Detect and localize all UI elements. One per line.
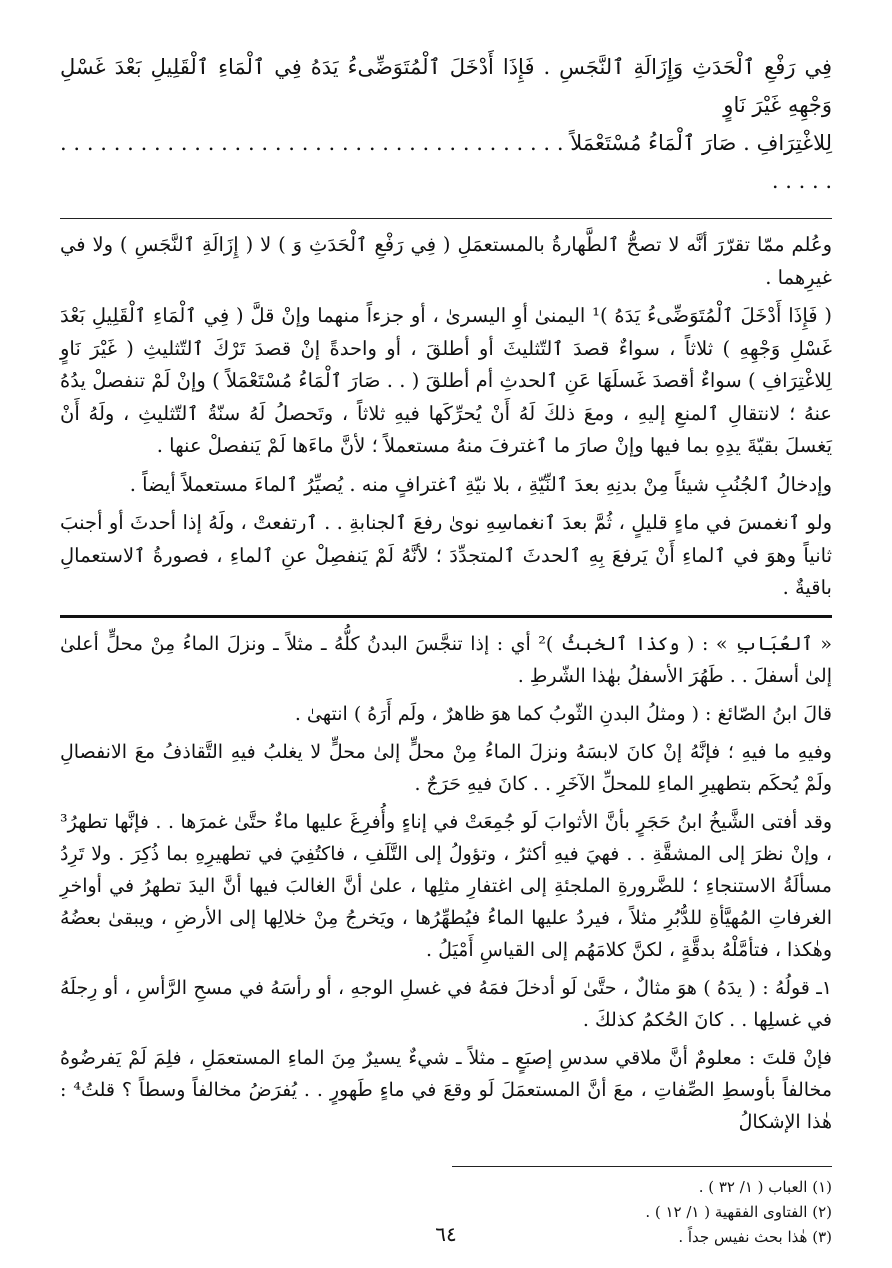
hashiya-text — [60, 628, 832, 1138]
footnote: (٢) الفتاوى الفقهية ( ١/ ١٢ ) . — [645, 1202, 832, 1221]
hashiya-paragraph: ١ـ قولُهُ : ( يدَهُ ) هوَ مثالٌ ، حتَّىٰ لَو أدخلَ فمَهُ في غسلِ الوجهِ ، أو رأسَهُ في مسحِ الرَّأسِ ، أو رِجلَهُ في غسلِها . . كانَ الحُكمُ كذلكَ . — [60, 976, 832, 1031]
footnote: (١) العباب ( ١/ ٣٢ ) . — [698, 1177, 832, 1196]
matn-text — [60, 48, 832, 200]
matn-line-2 — [60, 124, 832, 200]
footnote: (٣) هٰذا بحث نفيس جداً . — [678, 1227, 832, 1246]
footnote-separator — [452, 1166, 832, 1167]
hashiya-paragraph: قالَ ابنُ الصّائغ : ( ومثلُ البدنِ الثّوبُ كما هوَ ظاهرٌ ، ولَم أَرَهُ ) انتهىٰ . — [294, 702, 832, 725]
page-number: ٦٤ — [435, 1222, 457, 1246]
sharh-paragraph: وإدخالُ ٱلجُنُبِ شيئاً مِنْ بدنِهِ بعدَ ٱلنِّيّةِ ، بلا نيّةِ ٱغترافٍ منه . يُصيِّرُ ٱلماءَ مستعملاً أيضاً . — [129, 472, 832, 496]
hashiya-paragraph: وقد أفتى الشَّيخُ ابنُ حَجَرٍ بأنَّ الأثوابَ لَو جُمِعَتْ في إناءٍ وأُفرِغَ عليها ماءٌ حتَّىٰ غمرَها . . فإنَّها تطهرُ³ ، وإنْ نظرَ إلى المشقَّةِ . . فهيَ فيهِ أكثرُ ، وتؤولُ إلى التَّلَفِ ، فاكتُفِيَ في تطهيرِهِ بما ذُكِرَ . ولا تَرِدُ مسألَةُ الاستنجاءِ ؛ للضَّرورةِ الملجئةِ إلى اغتفارِ مثلِها ، علىٰ أنَّ الغالبَ فيها أنَّ اليدَ تطهرُ في أواخرِ الغرفاتِ المُهيَّأةِ للدُّبُرِ مثلاً ، فيردُ عليها الماءُ فيُطهِّرُها ، ويَخرجُ مِنْ خلالِها إلى الأرضِ ، ويبقىٰ بعضُهُ وهٰكذا ، فتأمَّلْهُ بدقَّةٍ ، لكنَّ كلامَهُم إلى القياسِ أَمْيَلُ . — [60, 810, 832, 961]
sharh-separator — [60, 615, 832, 618]
sharh-paragraph: ( فَإِذَا أَدْخَلَ ٱلْمُتَوَضِّىءُ يَدَهُ )¹ اليمنىٰ أوِ اليسرىٰ ، أو جزءاً منهما وإنْ قلَّ ( فِي ٱلْمَاءِ ٱلْقَلِيلِ بَعْدَ غَسْلِ وَجْهِهِ ) ثلاثاً ، سواءٌ قصدَ ٱلتّثليثَ أو أطلقَ ، أو واحدةً إنْ قصدَ تَرْكَ ٱلتّثليثِ ( غَيْرَ نَاوٍ لِلاغْتِرَافِ ) سواءٌ أقصدَ غَسلَهَا عَنِ ٱلحدثِ أم أطلقَ ( . . صَارَ ٱلْمَاءُ مُسْتَعْمَلاً ) وإنْ لَمْ تنفصلْ يدُهُ عنهُ ؛ لانتقالِ ٱلمنعِ إليهِ ، ومعَ ذلكَ لَهُ أَنْ يُحرِّكَها فيهِ ثلاثاً ، وتَحصلُ لَهُ سنّةُ ٱلتّثليثِ ، ولَهُ أَنْ يَغسلَ بقيّةَ يدِهِ بما فيها وإنْ صارَ ما ٱغترفَ منهُ مستعملاً ؛ لأنَّ ماءَها لَمْ يَنفصلْ عنها . — [60, 304, 832, 457]
sharh-text — [60, 229, 832, 605]
hashiya-paragraph: « ٱلعُبَابِ » : ( وكذا ٱلخبثُ )² أي : إذا تنجَّسَ البدنُ كلُّهُ ـ مثلاً ـ ونزلَ الماءُ مِنْ محلٍّ أعلىٰ إلىٰ أسفلَ . . طَهُرَ الأسفلُ بهٰذا الشّرطِ . — [60, 632, 832, 687]
matn-line-1: فِي رَفْعِ ٱلْحَدَثِ وَإِزَالَةِ ٱلنَّجَسِ . فَإِذَا أَدْخَلَ ٱلْمُتَوَضِّىءُ يَدَهُ فِي ٱلْمَاءِ ٱلْقَلِيلِ بَعْدَ غَسْلِ وَجْهِهِ غَيْرَ نَاوٍ — [60, 55, 832, 117]
sharh-paragraph: ولو ٱنغمسَ في ماءٍ قليلٍ ، ثُمَّ بعدَ ٱنغماسِهِ نوىٰ رفعَ ٱلجنابةِ . . ٱرتفعتْ ، ولَهُ إذا أحدثَ أو أجنبَ ثانياً وهوَ في ٱلماءِ أَنْ يَرفعَ بِهِ ٱلحدثَ ٱلمتجدِّدَ ؛ لأنَّهُ لَمْ يَنفصِلْ عنِ ٱلماءِ ، فصورةُ ٱلاستعمالِ باقيةٌ . — [60, 511, 832, 599]
matn-separator — [60, 218, 832, 219]
matn-dots: . . . . . . . . . . . . . . . . . . . . . . . . . . . . . . . . . . . . . . . . . . — [60, 131, 832, 193]
hashiya-paragraph: فإنْ قلتَ : معلومٌ أنَّ ملاقي سدسِ إصبَعٍ ـ مثلاً ـ شيءٌ يسيرٌ مِنَ الماءِ المستعمَلِ ، فلِمَ لَمْ يَفرضُوهُ مخالفاً بأوسطِ الصِّفاتِ ، معَ أنَّ المستعمَلَ لَو وقعَ في ماءٍ طَهورٍ . . يُفرَضُ مخالفاً وسطاً ؟ قلتُ⁴ : هٰذا الإشكالُ — [60, 1046, 832, 1133]
matn-line-2-text: لِلاغْتِرَافِ . صَارَ ٱلْمَاءُ مُسْتَعْمَلاً . — [556, 131, 833, 155]
page-body — [60, 48, 832, 1250]
sharh-paragraph: وعُلم ممّا تقرّرَ أنَّه لا تصحُّ ٱلطَّهارةُ بالمستعمَلِ ( فِي رَفْعِ ٱلْحَدَثِ وَ ) لا ( إِزَالَةِ ٱلنَّجَسِ ) ولا في غيرِهما . — [60, 233, 832, 289]
hashiya-paragraph: وفيهِ ما فيهِ ؛ فإنَّهُ إنْ كانَ لابسَهُ ونزلَ الماءُ مِنْ محلٍّ إلىٰ محلٍّ لا يغلبُ فيهِ التَّقاذفُ معَ الانفصالِ ولَمْ يُحكَم بتطهيرِ الماءِ للمحلِّ الآخَرِ . . كانَ فيهِ حَرَجٌ . — [60, 740, 832, 795]
